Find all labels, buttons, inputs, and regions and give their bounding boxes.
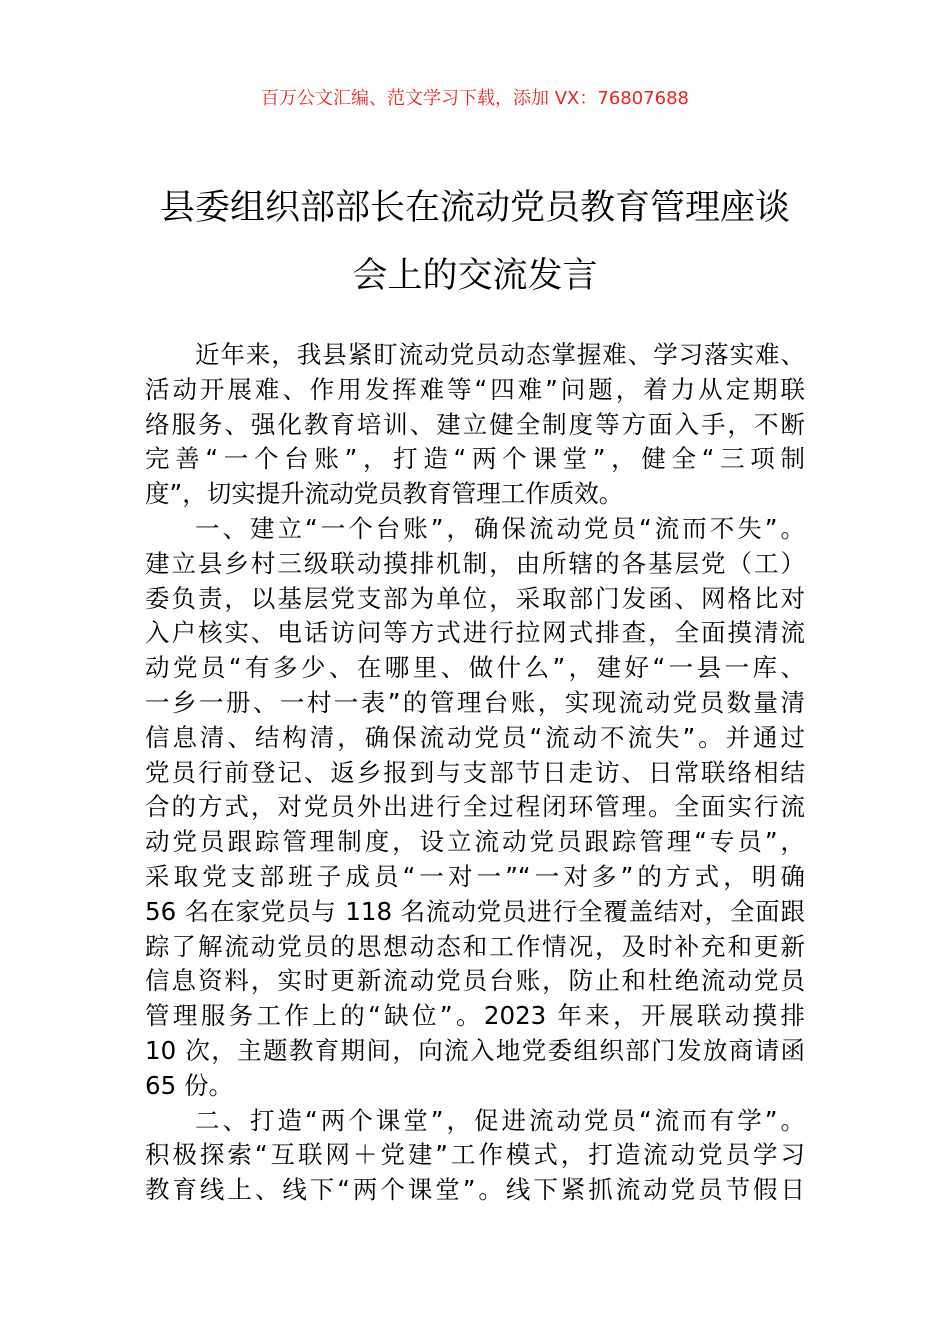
body-text-line: 10 次，主题教育期间，向流入地党委组织部门发放商请函 bbox=[145, 1035, 805, 1065]
document-title-line-2: 会上的交流发言 bbox=[352, 256, 598, 296]
body-text-line: 党员行前登记、返乡报到与支部节日走访、日常联络相结 bbox=[145, 757, 805, 787]
body-text-line: 信息资料，实时更新流动党员台账，防止和杜绝流动党员 bbox=[145, 966, 805, 996]
body-text-line: 二、打造“两个课堂”，促进流动党员“流而有学”。 bbox=[195, 1105, 805, 1135]
body-text-line: 度”，切实提升流动党员教育管理工作质效。 bbox=[145, 479, 624, 509]
body-text-line: 委负责，以基层党支部为单位，采取部门发函、网格比对 bbox=[145, 583, 805, 613]
body-text-line: 采取党支部班子成员“一对一”“一对多”的方式，明确 bbox=[145, 861, 805, 891]
body-text-line: 教育线上、线下“两个课堂”。线下紧抓流动党员节假日 bbox=[145, 1175, 805, 1205]
body-text-line: 踪了解流动党员的思想动态和工作情况，及时补充和更新 bbox=[145, 931, 805, 961]
body-text-line: 活动开展难、作用发挥难等“四难”问题，着力从定期联 bbox=[145, 374, 805, 404]
body-text-line: 入户核实、电话访问等方式进行拉网式排查，全面摸清流 bbox=[145, 618, 805, 648]
body-text-line: 65 份。 bbox=[145, 1070, 233, 1100]
body-text-line: 络服务、强化教育培训、建立健全制度等方面入手，不断 bbox=[145, 409, 805, 439]
body-text-line: 一、建立“一个台账”，确保流动党员“流而不失”。 bbox=[195, 513, 805, 543]
body-text-line: 一乡一册、一村一表”的管理台账，实现流动党员数量清 bbox=[145, 687, 805, 717]
body-text-line: 建立县乡村三级联动摸排机制，由所辖的各基层党（工） bbox=[145, 548, 805, 578]
body-text-line: 近年来，我县紧盯流动党员动态掌握难、学习落实难、 bbox=[195, 340, 805, 369]
body-text-line: 信息清、结构清，确保流动党员“流动不流失”。并通过 bbox=[145, 722, 805, 752]
body-text-line: 合的方式，对党员外出进行全过程闭环管理。全面实行流 bbox=[145, 792, 805, 822]
body-text-line: 管理服务工作上的“缺位”。2023 年来，开展联动摸排 bbox=[145, 1001, 805, 1031]
document-body bbox=[145, 338, 805, 1208]
document-title-line-1: 县委组织部部长在流动党员教育管理座谈 bbox=[159, 188, 790, 228]
body-text-line: 完善“一个台账”，打造“两个课堂”，健全“三项制 bbox=[145, 444, 805, 474]
body-text-line: 动党员“有多少、在哪里、做什么”，建好“一县一库、 bbox=[145, 653, 805, 683]
watermark-header: 百万公文汇编、范文学习下载，添加 VX：76807688 bbox=[261, 88, 689, 109]
body-text-line: 动党员跟踪管理制度，设立流动党员跟踪管理“专员”， bbox=[145, 827, 805, 857]
body-text-line: 56 名在家党员与 118 名流动党员进行全覆盖结对，全面跟 bbox=[145, 896, 805, 926]
body-text-line: 积极探索“互联网＋党建”工作模式，打造流动党员学习 bbox=[145, 1140, 805, 1170]
